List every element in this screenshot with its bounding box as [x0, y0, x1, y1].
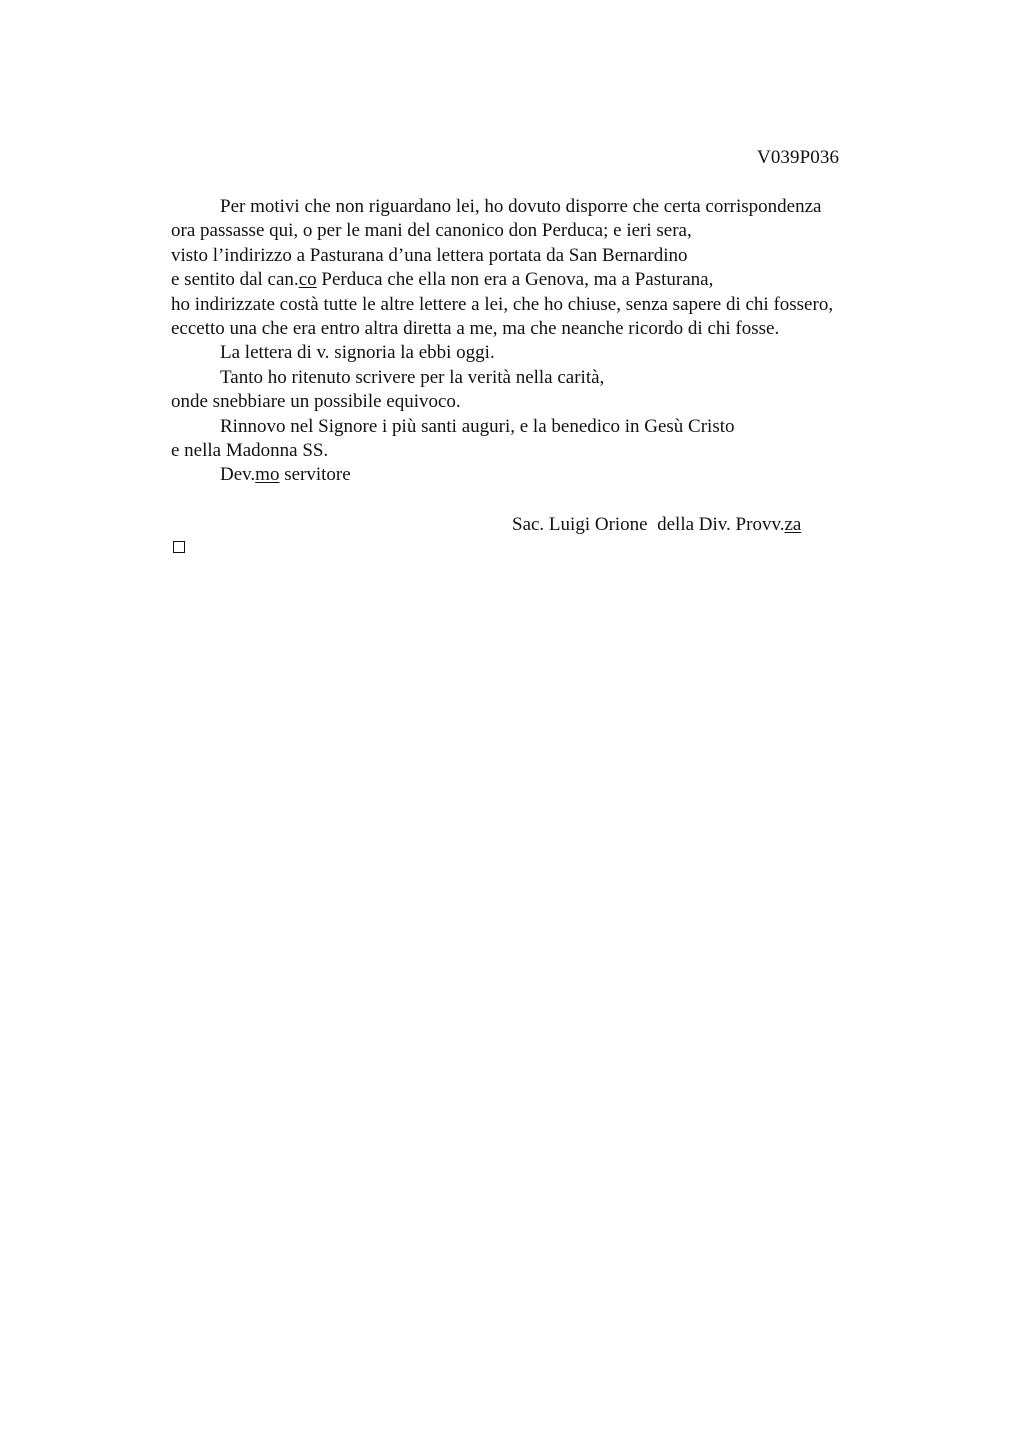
text-run: servitore	[279, 464, 351, 486]
signature-line	[512, 513, 801, 537]
letter-line	[171, 293, 911, 317]
checkbox-symbol	[173, 541, 185, 553]
letter-line	[171, 268, 911, 292]
underlined-abbreviation: za	[784, 514, 802, 535]
letter-line	[171, 415, 911, 439]
text-run: La lettera di v. signoria la ebbi oggi.	[220, 342, 495, 364]
letter-body	[171, 195, 911, 488]
letter-line	[171, 195, 911, 219]
letter-line	[171, 439, 911, 463]
text-run: e nella Madonna SS.	[171, 440, 329, 462]
text-run: Tanto ho ritenuto scrivere per la verità nella carità,	[220, 366, 605, 388]
letter-line	[171, 366, 911, 390]
text-run: Perduca che ella non era a Genova, ma a Pasturana,	[316, 269, 714, 291]
text-run: ho indirizzate costà tutte le altre lettere a lei, che ho chiuse, senza sapere di chi fossero,	[171, 293, 834, 315]
text-run: eccetto una che era entro altra diretta a me, ma che neanche ricordo di chi fosse.	[171, 318, 780, 340]
text-run: Dev.	[220, 464, 256, 486]
text-run: onde snebbiare un possibile equivoco.	[171, 391, 461, 413]
document-id: V039P036	[757, 147, 840, 168]
text-run: visto l’indirizzo a Pasturana d’una lettera portata da San Bernardino	[171, 244, 688, 266]
underlined-abbreviation: mo	[255, 464, 280, 486]
letter-line	[171, 219, 911, 243]
signature-text: Sac. Luigi Orione della Div. Provv.	[512, 514, 785, 535]
text-run: Rinnovo nel Signore i più santi auguri, e la benedico in Gesù Cristo	[220, 415, 735, 437]
letter-line	[171, 244, 911, 268]
underlined-abbreviation: co	[298, 269, 317, 291]
text-run: e sentito dal can.	[171, 269, 299, 291]
text-run: Per motivi che non riguardano lei, ho dovuto disporre che certa corrispondenza	[220, 196, 822, 217]
text-run: ora passasse qui, o per le mani del canonico don Perduca; e ieri sera,	[171, 220, 692, 242]
letter-line	[171, 463, 911, 487]
letter-line	[171, 341, 911, 365]
letter-line	[171, 390, 911, 414]
letter-line	[171, 317, 911, 341]
